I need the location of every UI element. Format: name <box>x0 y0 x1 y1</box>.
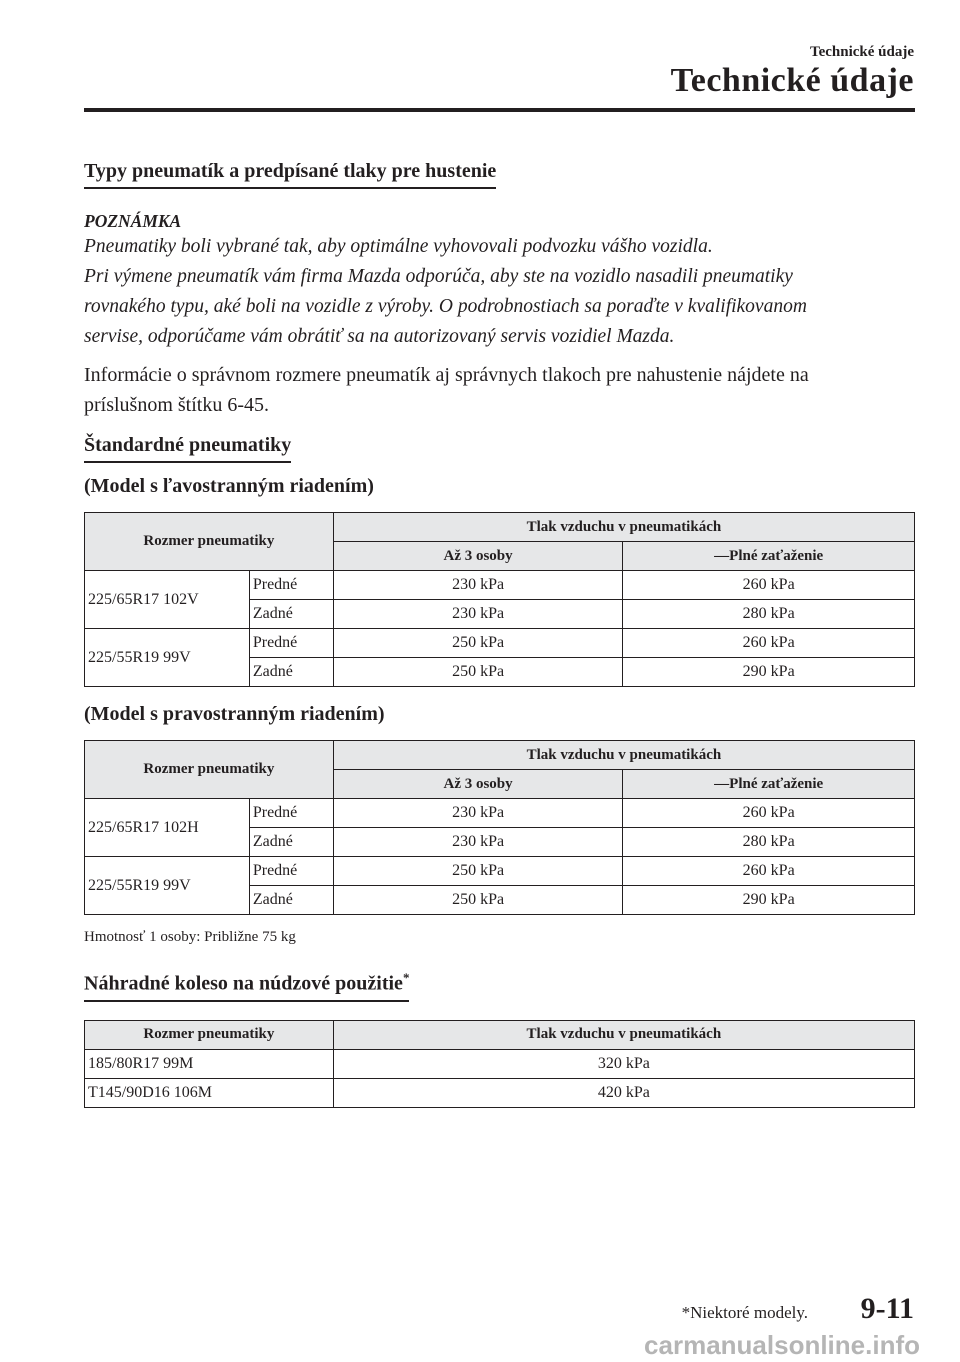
info-line: príslušnom štítku 6-45. <box>84 394 270 416</box>
pressure-cell: 290 kPa <box>623 886 915 915</box>
running-header-title: Technické údaje <box>670 62 914 99</box>
spare-asterisk: * <box>402 970 410 985</box>
note-title: POZNÁMKA <box>84 211 182 231</box>
pressure-cell: 280 kPa <box>623 600 915 629</box>
pressure-cell: 420 kPa <box>333 1078 914 1107</box>
pressure-cell: 230 kPa <box>333 571 623 600</box>
header-up-to-3: Až 3 osoby <box>333 542 623 571</box>
pressure-cell: 260 kPa <box>623 857 915 886</box>
watermark: carmanualsonline.info <box>644 1330 920 1360</box>
position-cell: Zadné <box>249 658 333 687</box>
table-row <box>85 799 915 828</box>
pressure-cell: 230 kPa <box>333 799 623 828</box>
header-full-load: ―Plné zaťaženie <box>623 542 915 571</box>
table-row <box>85 1078 915 1107</box>
position-cell: Zadné <box>249 828 333 857</box>
pressure-cell: 250 kPa <box>333 658 623 687</box>
table-row <box>85 857 915 886</box>
page-content <box>84 160 915 1108</box>
running-header-small: Technické údaje <box>809 44 914 60</box>
section-title: Typy pneumatík a predpísané tlaky pre hustenie <box>84 160 496 189</box>
header-up-to-3: Až 3 osoby <box>333 770 623 799</box>
pressure-cell: 260 kPa <box>623 571 915 600</box>
position-cell: Predné <box>249 857 333 886</box>
spare-title-text: Náhradné koleso na núdzové použitie <box>84 972 403 995</box>
note-line: Pri výmene pneumatík vám firma Mazda odporúča, aby ste na vozidlo nasadili pneumatiky <box>84 266 793 287</box>
tire-size-cell: 225/65R17 102V <box>85 571 250 629</box>
note-line: rovnakého typu, aké boli na vozidle z výroby. O podrobnostiach sa poraďte v kvalifikovanom <box>84 296 807 317</box>
standard-tires-title: Štandardné pneumatiky <box>84 434 291 463</box>
tire-size-cell: 225/65R17 102H <box>85 799 250 857</box>
info-paragraph <box>84 360 915 420</box>
pressure-cell: 250 kPa <box>333 886 623 915</box>
header-tire-size: Rozmer pneumatiky <box>85 741 334 799</box>
rhd-title: (Model s pravostranným riadením) <box>84 703 385 725</box>
spare-wheel-title <box>84 970 409 1002</box>
pressure-cell: 260 kPa <box>623 629 915 658</box>
header-tire-pressure: Tlak vzduchu v pneumatikách <box>333 741 914 770</box>
note-line: servise, odporúčame vám obrátiť sa na autorizovaný servis vozidiel Mazda. <box>84 326 675 347</box>
position-cell: Predné <box>249 799 333 828</box>
weight-note: Hmotnosť 1 osoby: Približne 75 kg <box>84 929 296 945</box>
tire-size-cell: T145/90D16 106M <box>85 1078 334 1107</box>
pressure-cell: 250 kPa <box>333 629 623 658</box>
position-cell: Zadné <box>249 886 333 915</box>
header-tire-pressure: Tlak vzduchu v pneumatikách <box>333 1020 914 1049</box>
tire-size-cell: 225/55R19 99V <box>85 629 250 687</box>
pressure-cell: 290 kPa <box>623 658 915 687</box>
page-number: 9-11 <box>860 1292 914 1325</box>
pressure-cell: 320 kPa <box>333 1049 914 1078</box>
position-cell: Predné <box>249 571 333 600</box>
pressure-cell: 260 kPa <box>623 799 915 828</box>
note-line: Pneumatiky boli vybrané tak, aby optimálne vyhovovali podvozku vášho vozidla. <box>84 236 713 257</box>
header-tire-size: Rozmer pneumatiky <box>85 513 334 571</box>
tire-size-cell: 225/55R19 99V <box>85 857 250 915</box>
rhd-pressure-table <box>84 740 915 915</box>
header-tire-pressure: Tlak vzduchu v pneumatikách <box>333 513 914 542</box>
info-line: Informácie o správnom rozmere pneumatík aj správnych tlakoch pre nahustenie nájdete na <box>84 364 809 386</box>
pressure-cell: 230 kPa <box>333 600 623 629</box>
lhd-pressure-table <box>84 512 915 687</box>
header-full-load: ―Plné zaťaženie <box>623 770 915 799</box>
header-rule <box>84 108 915 112</box>
pressure-cell: 230 kPa <box>333 828 623 857</box>
lhd-title: (Model s ľavostranným riadením) <box>84 475 374 497</box>
header-tire-size: Rozmer pneumatiky <box>85 1020 334 1049</box>
position-cell: Predné <box>249 629 333 658</box>
spare-pressure-table <box>84 1020 915 1108</box>
pressure-cell: 280 kPa <box>623 828 915 857</box>
tire-size-cell: 185/80R17 99M <box>85 1049 334 1078</box>
footer-note: *Niektoré modely. <box>681 1303 808 1322</box>
pressure-cell: 250 kPa <box>333 857 623 886</box>
table-row <box>85 629 915 658</box>
position-cell: Zadné <box>249 600 333 629</box>
note-text <box>84 232 915 352</box>
table-row <box>85 1049 915 1078</box>
table-row <box>85 571 915 600</box>
